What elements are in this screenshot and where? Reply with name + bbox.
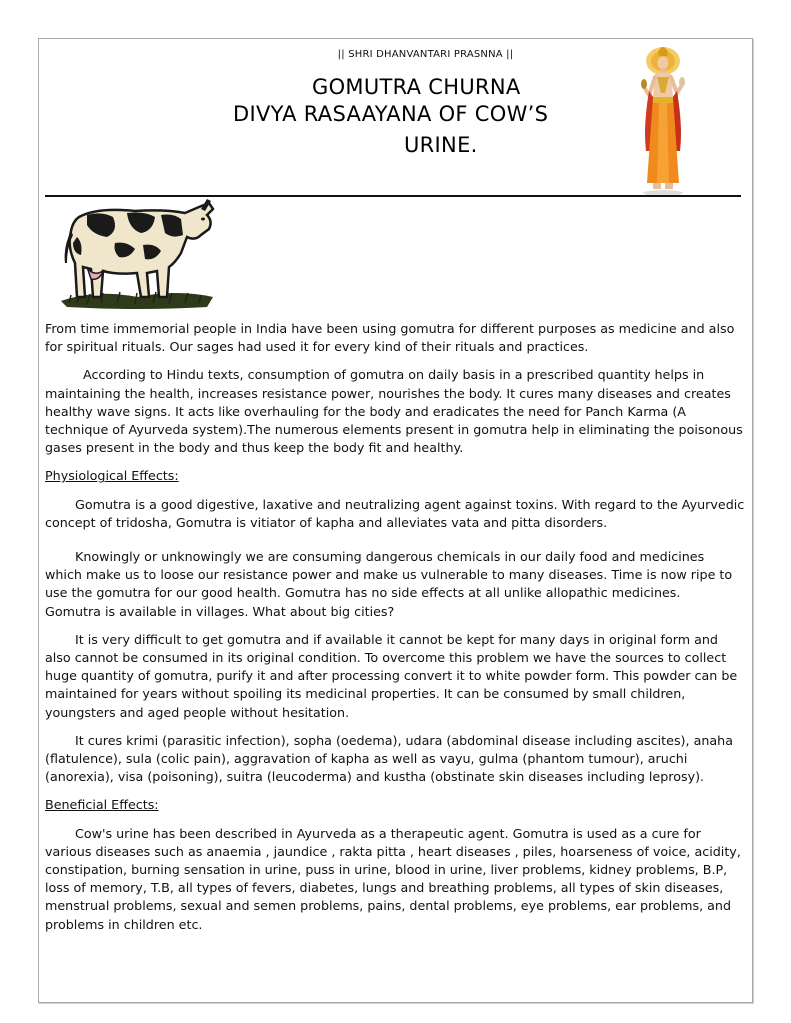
heading-physiological-effects: Physiological Effects: bbox=[45, 468, 179, 484]
paragraph-difficult: It is very difficult to get gomutra and if available it cannot be kept for many days in original form and also cannot be consumed in its original condition. To overcome this problem we have the sources to collect huge quantity of gomutra, purify it and after processing convert it to white powder form. This powder can be maintained for years without spoiling its medicinal properties. It can be consumed by small children, youngsters and aged people without hesitation. bbox=[45, 631, 738, 720]
paragraph-villages: Gomutra is available in villages. What about big cities? bbox=[45, 603, 395, 619]
paragraph-hindu-texts: According to Hindu texts, consumption of gomutra on daily basis in a prescribed quantity helps in maintaining the health, increases resistance power, nourishes the body. It cures many diseases and creates healthy wave signs. It acts like overhauling for the body and eradicates the need for Panch Karma (A technique of Ayurveda system).The numerous elements present in gomutra help in eliminating the poisonous gases present in the body and thus keep the body fit and healthy. bbox=[45, 367, 743, 456]
heading-beneficial-effects: Beneficial Effects: bbox=[45, 797, 159, 813]
paragraph-chemicals: Knowingly or unknowingly we are consuming dangerous chemicals in our daily food and medicines which make us to loose our resistance power and make us vulnerable to many diseases. Time is now ripe to use the gomutra for our good health. Gomutra has no side effects at all unlike allopathic medicines. bbox=[45, 549, 733, 601]
cow-illustration bbox=[57, 197, 217, 313]
title-line-2: DIVYA RASAAYANA OF COW’S bbox=[233, 102, 549, 126]
title-line-1: GOMUTRA CHURNA bbox=[312, 75, 521, 99]
paragraph-digestive: Gomutra is a good digestive, laxative and neutralizing agent against toxins. With regard to the Ayurvedic concept of tridosha, Gomutra is vitiator of kapha and alleviates vata and pitta disorders. bbox=[45, 496, 745, 530]
paragraph-cows-urine: Cow's urine has been described in Ayurveda as a therapeutic agent. Gomutra is used as a cure for various diseases such as anaemia , jaundice , rakta pitta , heart diseases , piles, hoarseness of voice, acidity, constipation, burning sensation in urine, puss in urine, blood in urine, liver problems, kidney problems, B.P, loss of memory, T.B, all types of fevers, diabetes, lungs and breathing problems, all types of skin diseases, menstrual problems, sexual and semen problems, pains, dental problems, eye problems, ear problems, and problems in children etc. bbox=[45, 825, 741, 932]
paragraph-cures: It cures krimi (parasitic infection), sopha (oedema), udara (abdominal disease including ascites), anaha (flatulence), sula (colic pain), aggravation of kapha as well as vayu, gulma (phantom tumour), aruchi (anorexia), visa (poisoning), suitra (leucoderma) and kustha (obstinate skin diseases including leprosy). bbox=[45, 732, 733, 785]
paragraph-intro: From time immemorial people in India have been using gomutra for different purposes as medicine and also for spiritual rituals. Our sages had used it for every kind of their rituals and practices. bbox=[45, 321, 735, 355]
title-line-3: URINE. bbox=[404, 133, 478, 157]
article-body bbox=[45, 320, 745, 934]
invocation-line: || SHRI DHANVANTARI PRASNNA || bbox=[337, 49, 514, 60]
dhanvantari-figure bbox=[631, 47, 695, 197]
document-page bbox=[38, 38, 753, 1003]
